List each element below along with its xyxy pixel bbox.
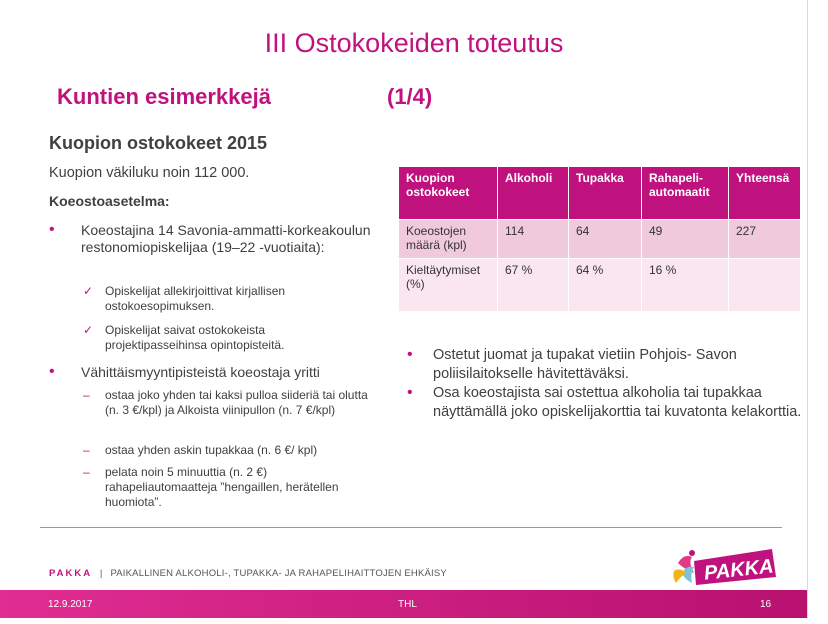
slide-part-indicator: (1/4) [387,84,433,109]
table-row [399,259,801,312]
dash-icon: – [83,388,90,402]
table-cell: 67 % [498,259,569,312]
footer-org: THL [398,599,417,610]
bullet-item [407,384,805,422]
dash-icon: – [83,443,90,457]
bullet-text: Koeostajina 14 Savonia-ammatti-korkeakoulun restonomiopiskelijaa (19–22 -vuotiaita): [81,222,371,255]
check-item [83,284,330,314]
footer-tagline-text: PAIKALLINEN ALKOHOLI-, TUPAKKA- JA RAHAPELIHAITTOJEN EHKÄISY [110,568,447,579]
table-cell: 227 [729,220,801,259]
check-item [83,323,330,353]
checkmark-icon: ✓ [83,323,94,337]
table-cell: Koeostojen määrä (kpl) [399,220,498,259]
bullet-dot-icon: • [49,221,55,238]
footer-brand-name: PAKKA [49,568,93,579]
table-cell: 49 [642,220,729,259]
footer-divider [40,527,782,528]
bullet-text: Vähittäismyyntipisteistä koeostaja yritti [81,364,320,380]
dash-item [83,443,375,458]
checkmark-icon: ✓ [83,284,94,298]
table-header-row [399,167,801,220]
bullet-text: Osa koeostajista sai ostettua alkoholia tai tupakkaa näyttämällä joko opiskelijakorttia tai kuvatonta kelakorttia. [433,385,802,420]
table-cell [729,259,801,312]
window-edge [807,0,828,618]
bullet-item [49,363,381,381]
footer-tagline [49,568,447,579]
check-text: Opiskelijat allekirjoittivat kirjallisen ostokoesopimuksen. [105,284,286,313]
dash-text: pelata noin 5 minuuttia (n. 2 €) rahapeliautomaatteja ”hengaillen, herätellen huomiota”. [105,465,339,509]
footer-separator: | [99,568,103,579]
population-text: Kuopion väkiluku noin 112 000. [49,165,250,181]
pakka-logo [670,543,780,594]
table-row [399,220,801,259]
bullet-text: Ostetut juomat ja tupakat vietiin Pohjois- Savon poliisilaitokselle hävitettäväksi. [433,347,737,382]
table-cell: 16 % [642,259,729,312]
table-cell: 64 [569,220,642,259]
dash-icon: – [83,465,90,479]
table-header-cell: Yhteensä [729,167,801,220]
bottom-bar [0,590,808,618]
footer-date: 12.9.2017 [48,599,93,610]
section-heading: Kuopion ostokokeet 2015 [49,133,268,153]
bullet-dot-icon: • [407,346,413,363]
bullet-item [49,221,393,256]
table-cell: 114 [498,220,569,259]
dash-item [83,465,375,510]
bullet-dot-icon: • [407,384,413,401]
page-number: 16 [760,599,772,610]
results-table [398,166,801,312]
table-header-cell: Kuopion ostokokeet [399,167,498,220]
table-cell: Kieltäytymiset (%) [399,259,498,312]
slide-subtitle: Kuntien esimerkkejä [57,84,271,109]
bullet-dot-icon: • [49,363,55,380]
logo-text: PAKKA [702,555,775,585]
dash-text: ostaa yhden askin tupakkaa (n. 6 €/ kpl) [105,443,318,457]
bullet-item [407,346,805,384]
dash-text: ostaa joko yhden tai kaksi pulloa siideriä tai olutta (n. 3 €/kpl) ja Alkoista viinipullon (n. 7 €/kpl) [105,388,368,417]
table-header-cell: Alkoholi [498,167,569,220]
slide-title: III Ostokokeiden toteutus [264,28,564,58]
table-header-cell: Rahapeli-automaatit [642,167,729,220]
table-header-cell: Tupakka [569,167,642,220]
pakka-logo-icon [670,543,780,589]
dash-item [83,388,375,418]
table-cell: 64 % [569,259,642,312]
setup-label: Koeostoasetelma: [49,193,170,209]
check-text: Opiskelijat saivat ostokokeista projektipasseihinsa opintopisteitä. [105,323,285,352]
